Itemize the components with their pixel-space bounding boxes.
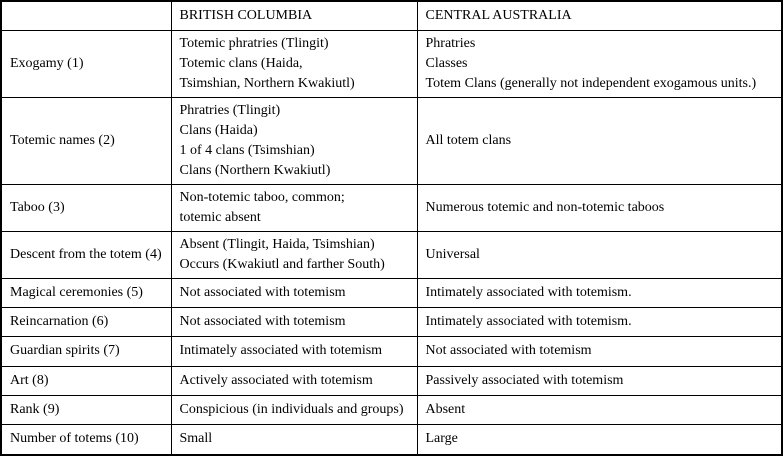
cell-line: Totemic clans (Haida, — [179, 55, 303, 71]
row-label-cell: Totemic names (2) — [1, 97, 171, 184]
row-label-cell: Descent from the totem (4) — [1, 231, 171, 278]
cell-line: Not associated with totemism — [179, 284, 346, 300]
table-body — [1, 30, 782, 455]
cell-line: All totem clans — [425, 132, 512, 148]
british-columbia-cell — [171, 395, 417, 424]
cell-line: Phratries — [425, 35, 476, 51]
british-columbia-cell — [171, 336, 417, 366]
header-row — [1, 1, 782, 30]
central-australia-cell — [417, 97, 782, 184]
cell-line: Occurs (Kwakiutl and farther South) — [179, 256, 385, 272]
table-header — [1, 1, 782, 30]
cell-line: Passively associated with totemism — [425, 372, 624, 388]
cell-line: Universal — [425, 246, 480, 262]
cell-line: Absent (Tlingit, Haida, Tsimshian) — [179, 236, 375, 252]
table-row — [1, 424, 782, 455]
row-label-cell: Taboo (3) — [1, 184, 171, 231]
central-australia-cell — [417, 184, 782, 231]
row-label-cell: Guardian spirits (7) — [1, 336, 171, 366]
british-columbia-cell — [171, 231, 417, 278]
table-row — [1, 336, 782, 366]
cell-line: Intimately associated with totemism. — [425, 313, 632, 329]
cell-line: Phratries (Tlingit) — [179, 102, 281, 118]
cell-line: Numerous totemic and non-totemic taboos — [425, 199, 665, 215]
central-australia-cell — [417, 30, 782, 97]
cell-line: Intimately associated with totemism — [179, 343, 383, 358]
table-row — [1, 184, 782, 231]
cell-line: Totem Clans (generally not independent exogamous units.) — [425, 75, 757, 91]
british-columbia-cell — [171, 184, 417, 231]
table-row — [1, 30, 782, 97]
cell-line: Clans (Haida) — [179, 122, 258, 138]
cell-line: Actively associated with totemism — [179, 372, 373, 388]
cell-line: Clans (Northern Kwakiutl) — [179, 162, 331, 178]
cell-line: 1 of 4 clans (Tsimshian) — [179, 142, 315, 158]
central-australia-cell — [417, 366, 782, 395]
table-row — [1, 97, 782, 184]
central-australia-cell — [417, 424, 782, 455]
central-australia-cell — [417, 278, 782, 307]
header-cell-british-columbia: BRITISH COLUMBIA — [171, 1, 417, 30]
british-columbia-cell — [171, 307, 417, 336]
row-label-cell: Number of totems (10) — [1, 424, 171, 455]
cell-line: Intimately associated with totemism. — [425, 284, 632, 300]
cell-line: Totemic phratries (Tlingit) — [179, 35, 329, 51]
british-columbia-cell — [171, 366, 417, 395]
row-label-cell: Magical ceremonies (5) — [1, 278, 171, 307]
row-label-cell: Reincarnation (6) — [1, 307, 171, 336]
cell-line: Classes — [425, 55, 468, 71]
british-columbia-cell — [171, 278, 417, 307]
cell-line: Conspicious (in individuals and groups) — [179, 401, 404, 417]
row-label-cell: Rank (9) — [1, 395, 171, 424]
british-columbia-cell — [171, 97, 417, 184]
cell-line: Absent — [425, 401, 466, 417]
british-columbia-cell — [171, 30, 417, 97]
header-cell-central-australia: CENTRAL AUSTRALIA — [417, 1, 782, 30]
central-australia-cell — [417, 307, 782, 336]
cell-line: totemic absent — [179, 209, 261, 225]
central-australia-cell — [417, 336, 782, 366]
cell-line: Not associated with totemism — [425, 343, 592, 358]
header-cell-empty — [1, 1, 171, 30]
row-label-cell: Art (8) — [1, 366, 171, 395]
cell-line: Large — [425, 431, 458, 447]
table-row — [1, 307, 782, 336]
british-columbia-cell — [171, 424, 417, 455]
central-australia-cell — [417, 395, 782, 424]
cell-line: Not associated with totemism — [179, 313, 346, 329]
table-row — [1, 395, 782, 424]
cell-line: Small — [179, 431, 213, 447]
table-row — [1, 231, 782, 278]
cell-line: Tsimshian, Northern Kwakiutl) — [179, 75, 355, 91]
central-australia-cell — [417, 231, 782, 278]
cell-line: Non-totemic taboo, common; — [179, 189, 345, 205]
row-label-cell: Exogamy (1) — [1, 30, 171, 97]
table-row — [1, 366, 782, 395]
table-row — [1, 278, 782, 307]
